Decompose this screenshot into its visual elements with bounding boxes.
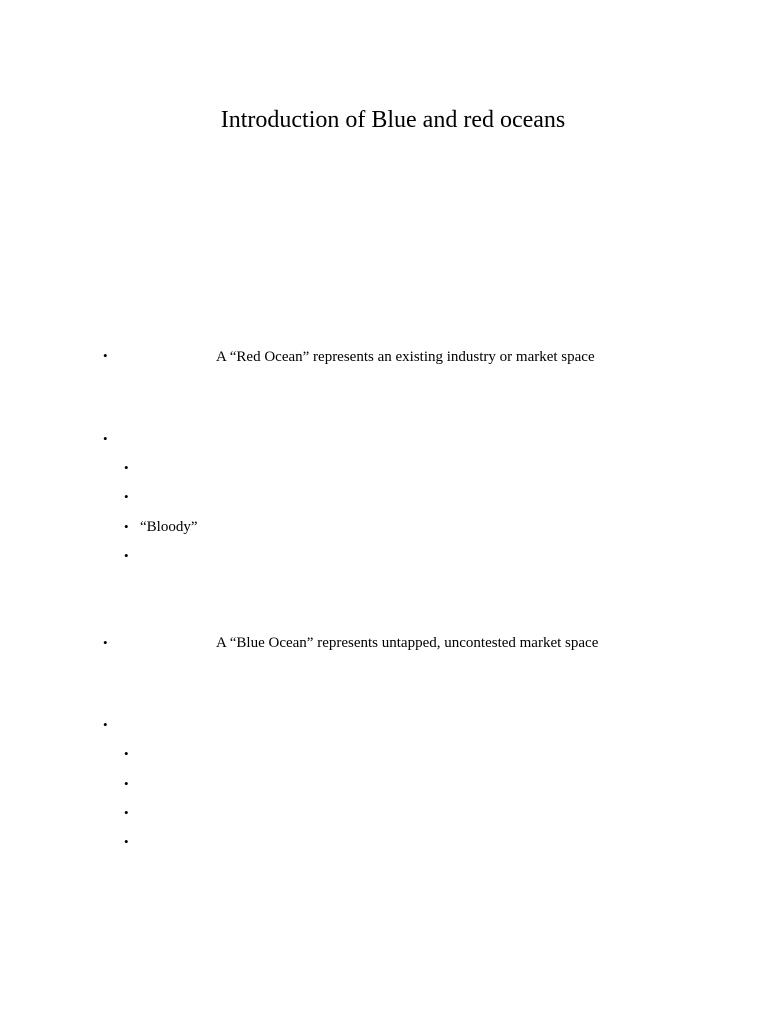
blue-ocean-heading: A “Blue Ocean” represents untapped, uncontested market space <box>216 635 599 651</box>
bullet-icon: • <box>103 431 108 446</box>
bullet-icon: • <box>103 635 108 650</box>
red-ocean-sub-item-3: “Bloody” <box>140 519 198 535</box>
page-title: Introduction of Blue and red oceans <box>220 107 566 133</box>
sub-bullet-icon: • <box>124 489 129 504</box>
sub-bullet-icon: • <box>124 776 129 791</box>
sub-bullet-icon: • <box>124 834 129 849</box>
sub-bullet-icon: • <box>124 746 129 761</box>
sub-bullet-icon: • <box>124 460 129 475</box>
sub-bullet-icon: • <box>124 805 129 820</box>
bullet-icon: • <box>103 717 108 732</box>
sub-bullet-icon: • <box>124 548 129 563</box>
bullet-icon: • <box>103 348 108 363</box>
sub-bullet-icon: • <box>124 519 129 534</box>
red-ocean-heading: A “Red Ocean” represents an existing industry or market space <box>216 349 595 365</box>
